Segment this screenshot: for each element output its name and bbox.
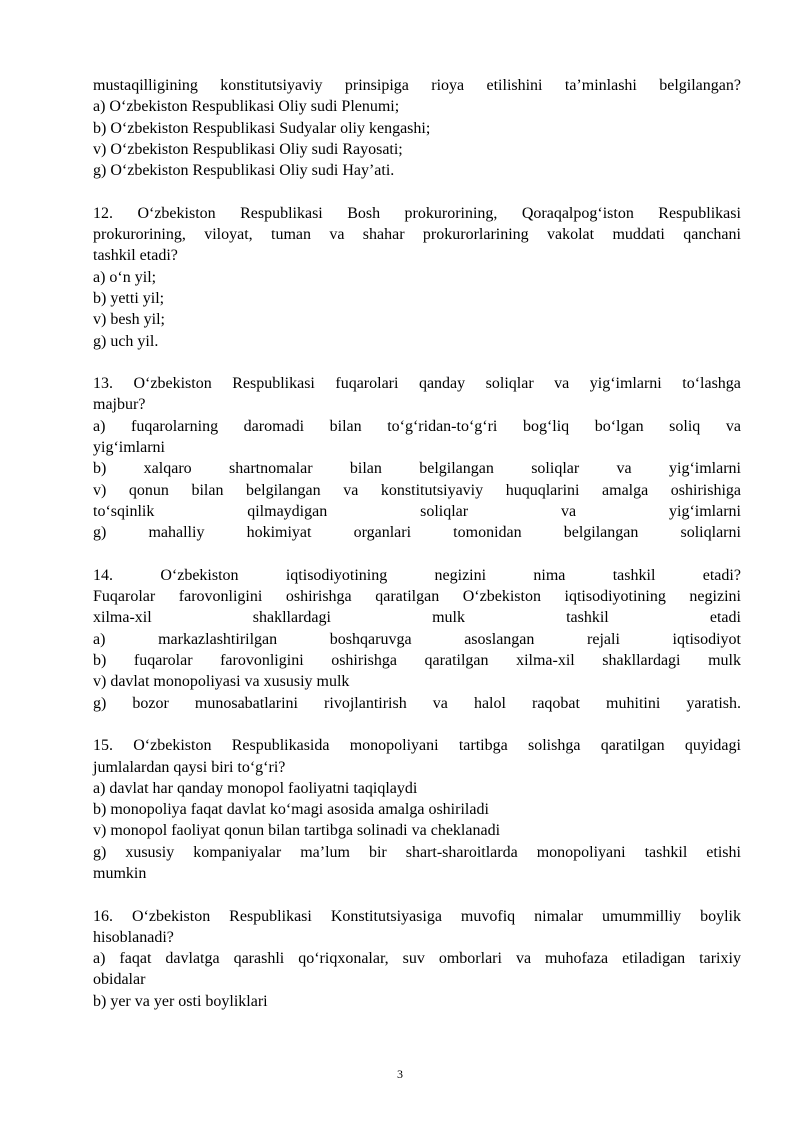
word: fuqarolari (335, 375, 399, 393)
word: konstitutsiyaviy (380, 481, 484, 499)
word: 12. (93, 204, 113, 222)
text-line (93, 458, 741, 479)
text-line: b) monopoliya faqat davlat ko‘magi asosida amalga oshiriladi (93, 801, 489, 819)
word: tashkil (566, 609, 609, 627)
word: va (343, 481, 359, 499)
text-line: b) yetti yil; (93, 289, 165, 307)
word: umummilliy (601, 907, 682, 925)
word: muvofiq (460, 907, 516, 925)
word: amalga (602, 481, 649, 499)
word: farovonligini (220, 652, 304, 670)
word: etadi? (702, 566, 741, 584)
word: muhofaza (545, 950, 609, 968)
word: etilishini (486, 77, 543, 94)
word: mulk (708, 652, 741, 670)
word: va (561, 502, 577, 520)
word: qo‘riqxonalar, (298, 950, 389, 968)
word: oshirishiga (670, 481, 741, 499)
word: solishga (527, 737, 581, 755)
word: qaratilgan (424, 652, 489, 670)
word: kompaniyalar (193, 843, 282, 861)
word: Respublikasi (229, 907, 312, 925)
text-line: a) davlat har qanday monopol faoliyatni taqiqlaydi (93, 779, 418, 797)
word: qanchani (683, 226, 741, 244)
word: Respublikasi (658, 204, 741, 222)
text-line (93, 75, 741, 96)
word: qilmaydigan (247, 502, 328, 520)
word: xususiy (125, 843, 175, 861)
word: tarixiy (699, 950, 741, 968)
word: yig‘imlarni (669, 502, 741, 520)
text-line: v) besh yil; (93, 311, 165, 329)
word: quyidagi (684, 737, 741, 755)
word: belgilangan (563, 524, 639, 542)
word: monopoliyani (536, 843, 626, 861)
word: hokimiyat (246, 524, 312, 542)
word: vakolat (547, 226, 595, 244)
word: a) (93, 417, 106, 435)
word: tuman (271, 226, 311, 244)
word: 15. (93, 737, 113, 755)
text-line (93, 224, 741, 245)
word: fuqarolarning (131, 417, 219, 435)
text-line: v) davlat monopoliyasi va xususiy mulk (93, 673, 350, 691)
text-line (93, 650, 741, 671)
text-line (93, 203, 741, 224)
word: g) (93, 694, 107, 712)
text-line: yig‘imlarni (93, 439, 165, 457)
word: 14. (93, 566, 113, 584)
word: bo‘lgan (594, 417, 644, 435)
text-line: v) monopol faoliyat qonun bilan tartibga solinadi va cheklanadi (93, 822, 501, 840)
word: organlari (353, 524, 412, 542)
text-line: g) O‘zbekiston Respublikasi Oliy sudi Hay’ati. (93, 162, 395, 180)
text-line: b) O‘zbekiston Respublikasi Sudyalar oliy kengashi; (93, 119, 431, 137)
text-line (93, 586, 741, 607)
document-body (93, 75, 741, 1012)
text-line: majbur? (93, 396, 146, 414)
word: yaratish. (686, 694, 741, 712)
word: belgilangan (419, 460, 494, 478)
text-line: a) O‘zbekiston Respublikasi Oliy sudi Plenumi; (93, 98, 400, 116)
word: bog‘liq (522, 417, 570, 435)
text-line: obidalar (93, 971, 146, 989)
word: shakllardagi (252, 609, 331, 627)
word: monopoliyani (349, 737, 439, 755)
blank-line (93, 884, 741, 905)
word: nimalar (534, 907, 583, 925)
word: Konstitutsiyasiga (330, 907, 442, 925)
word: soliqlar (531, 460, 580, 478)
word: qanday (418, 375, 466, 393)
text-line (93, 565, 741, 586)
word: a) (93, 950, 106, 968)
word: xilma-xil (93, 609, 152, 627)
word: b) (93, 652, 107, 670)
text-line (93, 948, 741, 969)
word: va (725, 417, 741, 435)
word: negizini (689, 588, 741, 606)
text-line (93, 522, 741, 543)
word: qaratilgan (600, 737, 665, 755)
text-line: b) yer va yer osti boyliklari (93, 992, 268, 1010)
word: ta’minlashi (564, 77, 637, 94)
word: daromadi (243, 417, 305, 435)
word: etadi (709, 609, 741, 627)
word: oshirishga (285, 588, 352, 606)
text-line (93, 373, 741, 394)
text-line: jumlalardan qaysi biri to‘g‘ri? (93, 758, 286, 776)
word: bilan (349, 460, 382, 478)
word: tashkil (644, 843, 688, 861)
text-line (93, 842, 741, 863)
word: tartibga (458, 737, 508, 755)
word: O‘zbekiston (133, 375, 212, 393)
word: qarashli (233, 950, 285, 968)
text-line (93, 501, 741, 522)
word: Respublikasida (231, 737, 330, 755)
word: davlatga (165, 950, 220, 968)
word: prokurorining, (93, 226, 186, 244)
word: bilan (191, 481, 224, 499)
word: suv (402, 950, 425, 968)
word: prokurorlarining (422, 226, 529, 244)
word: va (329, 226, 345, 244)
word: faqat (119, 950, 152, 968)
word: g) (93, 524, 107, 542)
word: belgilangan (246, 481, 321, 499)
word: b) (93, 460, 107, 478)
word: viloyat, (204, 226, 253, 244)
word: va (554, 375, 570, 393)
word: va (515, 950, 532, 968)
word: a) (93, 630, 106, 648)
word: v) (93, 481, 107, 499)
word: rioya (431, 77, 465, 94)
text-line: g) uch yil. (93, 332, 159, 350)
text-line: tashkil etadi? (93, 247, 178, 265)
text-line (93, 629, 741, 650)
word: va (616, 460, 632, 478)
word: 16. (93, 907, 113, 925)
word: huquqlarini (505, 481, 580, 499)
word: tomonidan (453, 524, 522, 542)
word: qonun (128, 481, 169, 499)
text-line (93, 906, 741, 927)
text-line: v) O‘zbekiston Respublikasi Oliy sudi Rayosati; (93, 140, 403, 158)
word: soliq (669, 417, 701, 435)
word: rejali (587, 630, 620, 648)
word: Fuqarolar (93, 588, 156, 606)
word: iqtisodiyotining (285, 566, 388, 584)
word: munosabatlarini (194, 694, 298, 712)
word: iqtisodiyot (672, 630, 741, 648)
word: konstitutsiyaviy (220, 77, 323, 94)
word: belgilangan? (659, 77, 741, 94)
word: xalqaro (143, 460, 192, 478)
text-line (93, 735, 741, 756)
word: markazlashtirilgan (158, 630, 278, 648)
word: to‘lashga (682, 375, 741, 393)
word: va (432, 694, 448, 712)
word: shartnomalar (229, 460, 313, 478)
word: mulk (432, 609, 465, 627)
word: asoslangan (464, 630, 535, 648)
word: O‘zbekiston (462, 588, 541, 606)
blank-line (93, 714, 741, 735)
word: muddati (612, 226, 665, 244)
word: O‘zbekiston (160, 566, 239, 584)
word: g) (93, 843, 107, 861)
text-line (93, 416, 741, 437)
word: qaratilgan (375, 588, 440, 606)
word: mustaqilligining (93, 77, 198, 94)
word: O‘zbekiston (133, 737, 212, 755)
blank-line (93, 544, 741, 565)
word: O‘zbekiston (137, 204, 216, 222)
word: soliqlar (420, 502, 469, 520)
word: muhitini (606, 694, 661, 712)
word: farovonligini (178, 588, 263, 606)
word: boylik (700, 907, 741, 925)
word: etiladigan (622, 950, 686, 968)
word: shakllardagi (602, 652, 681, 670)
word: soliqlarni (680, 524, 741, 542)
word: oshirishga (331, 652, 397, 670)
word: etishi (706, 843, 741, 861)
word: prinsipiga (344, 77, 409, 94)
word: rivojlantirish (324, 694, 407, 712)
word: shart-sharoitlarda (405, 843, 518, 861)
word: Respublikasi (240, 204, 323, 222)
text-line: a) o‘n yil; (93, 268, 157, 286)
word: bir (368, 843, 387, 861)
word: Bosh (347, 204, 381, 222)
text-line: mumkin (93, 864, 147, 882)
word: negizini (434, 566, 487, 584)
word: soliqlar (485, 375, 534, 393)
word: prokurorining, (404, 204, 498, 222)
word: halol (473, 694, 506, 712)
word: to‘sqinlik (93, 502, 155, 520)
word: omborlari (438, 950, 502, 968)
text-line (93, 607, 741, 628)
word: fuqarolar (133, 652, 193, 670)
word: Qoraqalpog‘iston (521, 204, 634, 222)
text-line: hisoblanadi? (93, 928, 174, 946)
word: boshqaruvga (329, 630, 412, 648)
word: Respublikasi (232, 375, 315, 393)
page-number: 3 (397, 1067, 403, 1081)
word: yig‘imlarni (669, 460, 741, 478)
word: raqobat (532, 694, 580, 712)
word: iqtisodiyotining (564, 588, 666, 606)
text-line (93, 693, 741, 714)
text-line (93, 480, 741, 501)
word: 13. (93, 375, 113, 393)
word: to‘g‘ridan-to‘g‘ri (387, 417, 498, 435)
word: xilma-xil (516, 652, 575, 670)
blank-line (93, 181, 741, 202)
word: mahalliy (148, 524, 205, 542)
word: yig‘imlarni (589, 375, 662, 393)
text-lines (93, 75, 741, 1012)
word: tashkil (612, 566, 656, 584)
word: shahar (362, 226, 405, 244)
word: O‘zbekiston (131, 907, 211, 925)
word: bozor (132, 694, 169, 712)
word: ma’lum (300, 843, 350, 861)
word: nima (533, 566, 566, 584)
blank-line (93, 352, 741, 373)
word: bilan (329, 417, 362, 435)
